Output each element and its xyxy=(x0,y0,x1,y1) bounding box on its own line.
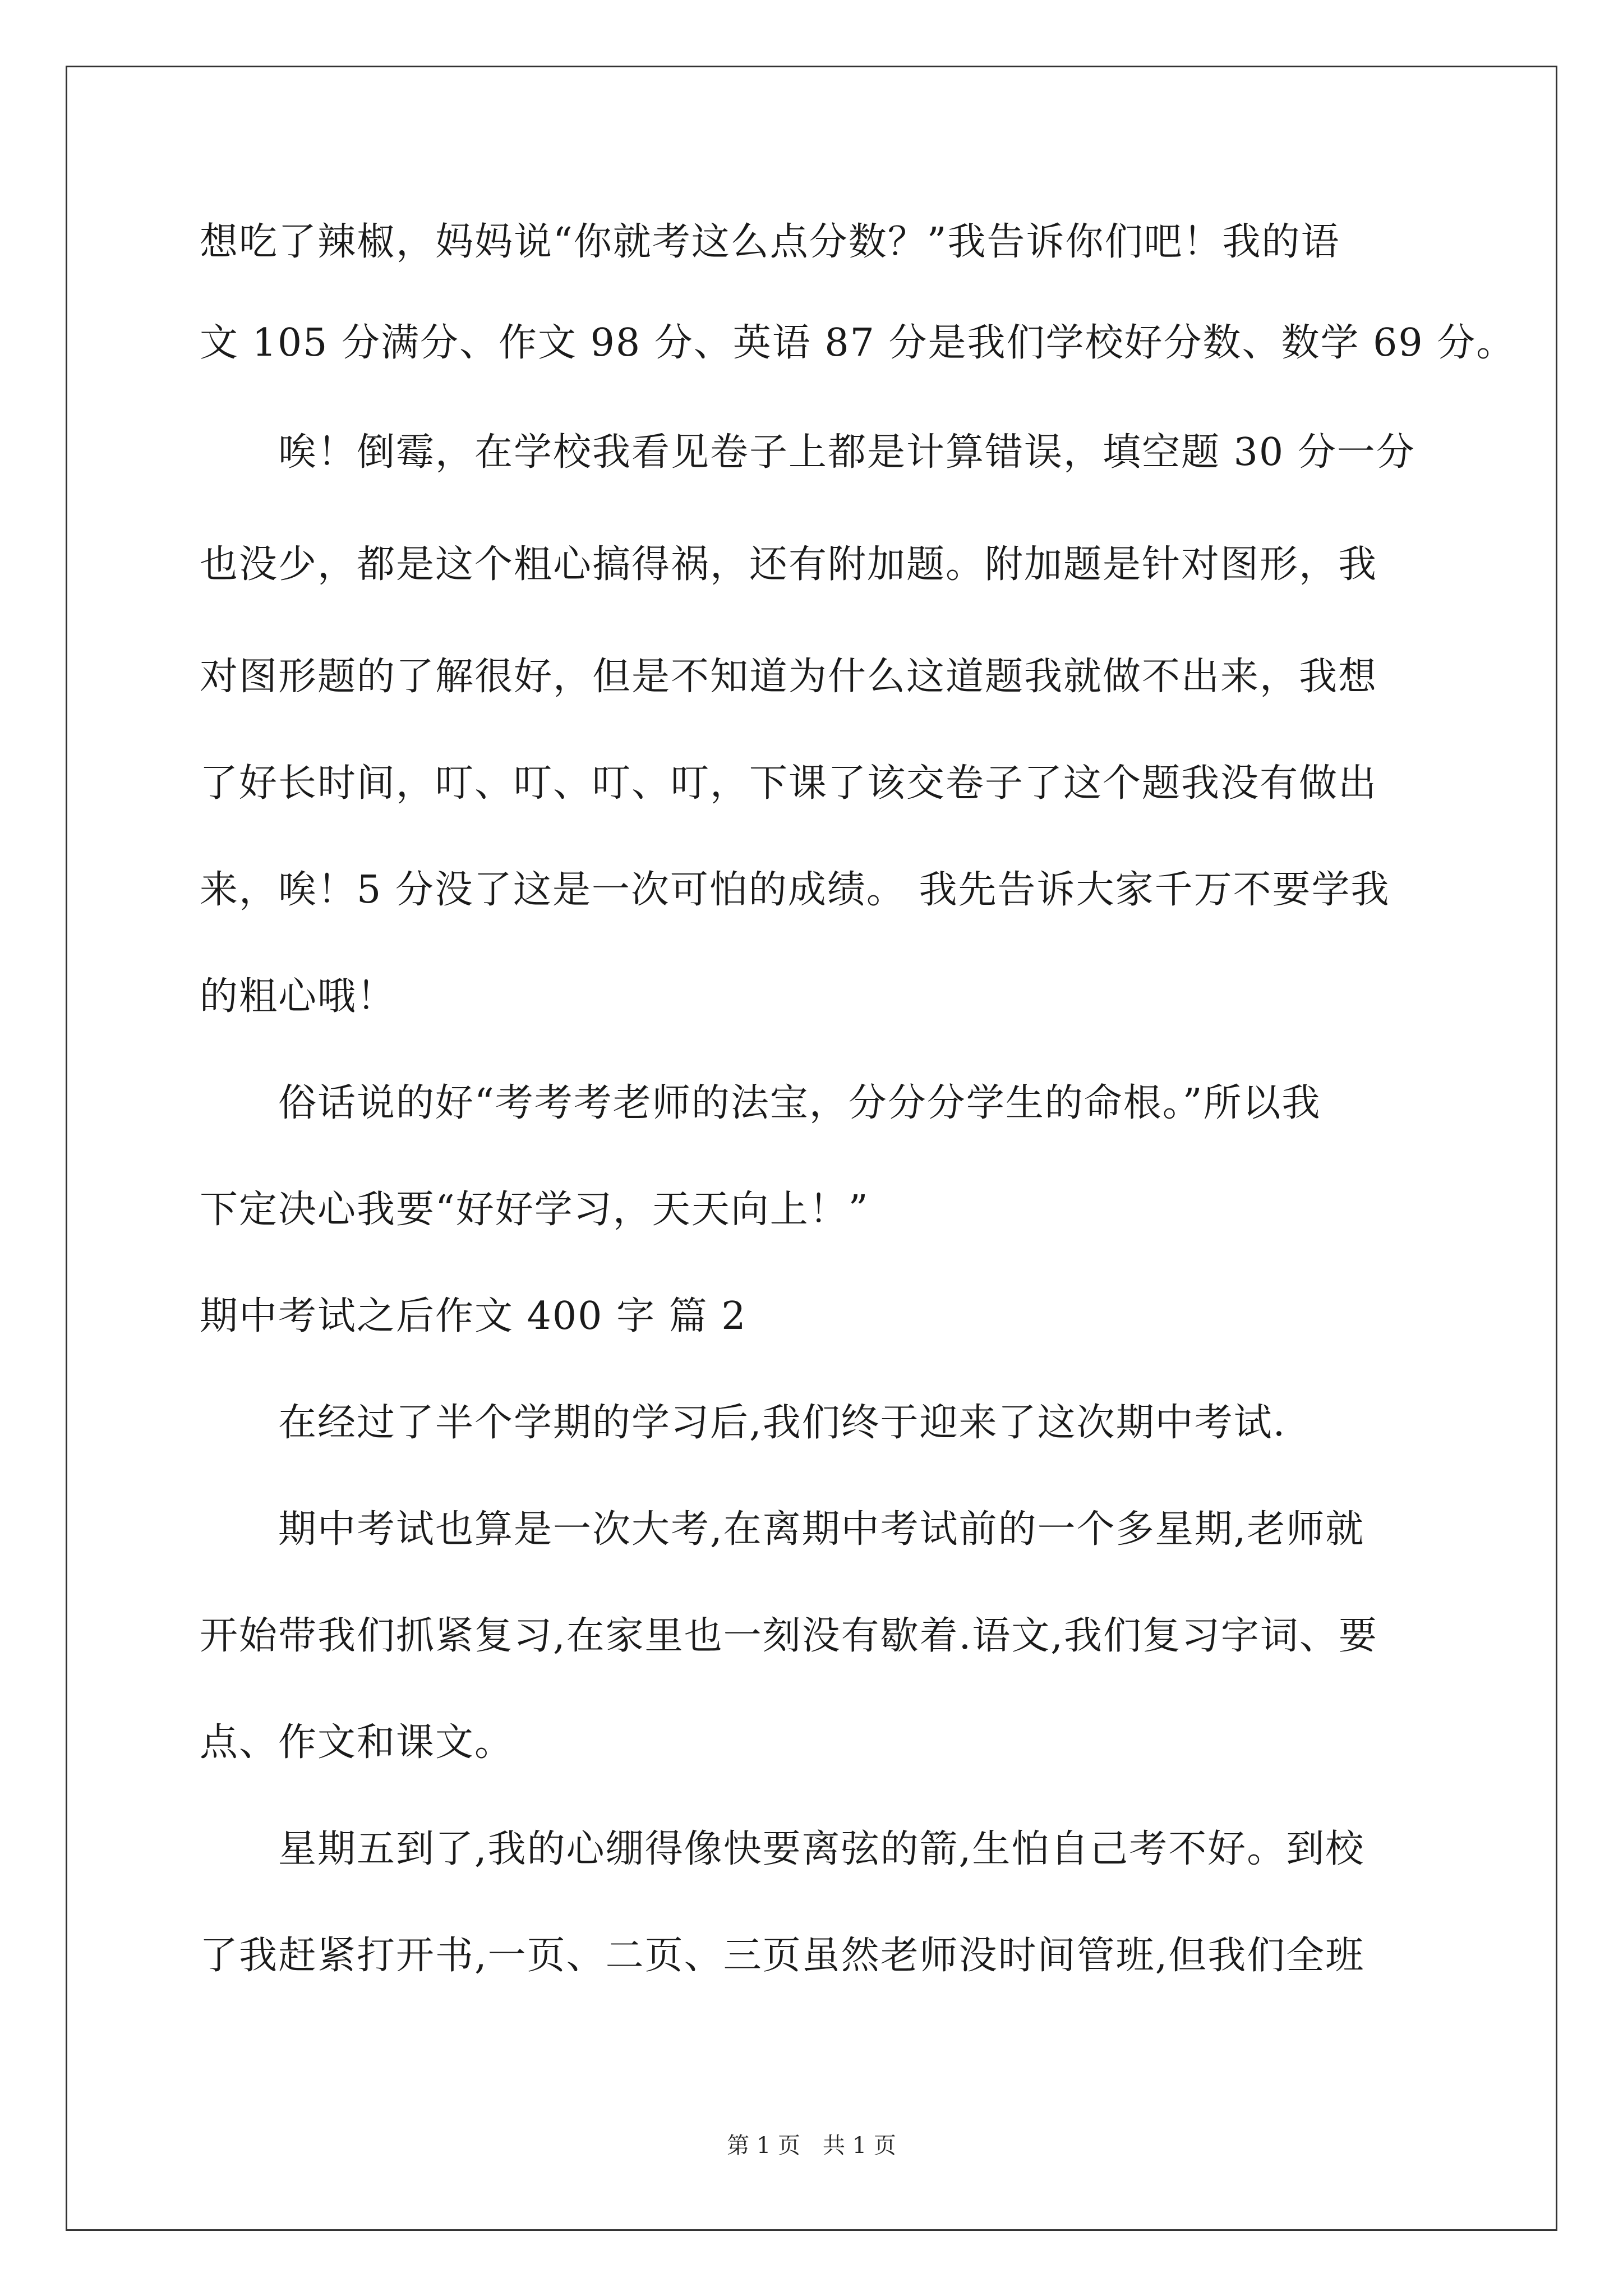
text-line-13: 期中考试也算是一次大考,在离期中考试前的一个多星期,老师就 xyxy=(200,1507,1365,1552)
text-line-17: 了我赶紧打开书,一页、二页、三页虽然老师没时间管班,但我们全班 xyxy=(200,1934,1365,1978)
text-line-6: 了好长时间，叮、叮、叮、叮，下课了该交卷子了这个题我没有做出 xyxy=(200,761,1378,806)
text-line-2: 文 105 分满分、作文 98 分、英语 87 分是我们学校好分数、数学 69 分。 xyxy=(200,321,1516,365)
text-line-3: 唉！倒霉，在学校我看见卷子上都是计算错误，填空题 30 分一分 xyxy=(200,430,1415,475)
page-border xyxy=(66,66,1557,2231)
text-line-8: 的粗心哦！ xyxy=(200,974,396,1019)
text-line-10: 下定决心我要“好好学习，天天向上！” xyxy=(200,1188,869,1232)
text-line-15: 点、作文和课文。 xyxy=(200,1720,514,1765)
text-line-16: 星期五到了,我的心绷得像快要离弦的箭,生怕自己考不好。到校 xyxy=(200,1827,1365,1871)
text-line-7: 来，唉！5 分没了这是一次可怕的成绩。 我先告诉大家千万不要学我 xyxy=(200,868,1390,912)
page-number-footer: 第 1 页 共 1 页 xyxy=(727,2133,896,2159)
text-line-14: 开始带我们抓紧复习,在家里也一刻没有歇着.语文,我们复习字词、要 xyxy=(200,1614,1378,1658)
text-line-12: 在经过了半个学期的学习后,我们终于迎来了这次期中考试. xyxy=(200,1401,1287,1445)
text-line-5: 对图形题的了解很好，但是不知道为什么这道题我就做不出来，我想 xyxy=(200,655,1378,699)
text-line-9: 俗话说的好“考考考老师的法宝，分分分学生的命根。”所以我 xyxy=(200,1081,1321,1125)
text-line-1: 想吃了辣椒，妈妈说“你就考这么点分数？”我告诉你们吧！我的语 xyxy=(200,220,1340,264)
text-line-4: 也没少，都是这个粗心搞得祸，还有附加题。附加题是针对图形，我 xyxy=(200,542,1378,587)
section-heading: 期中考试之后作文 400 字 篇 2 xyxy=(200,1294,747,1338)
